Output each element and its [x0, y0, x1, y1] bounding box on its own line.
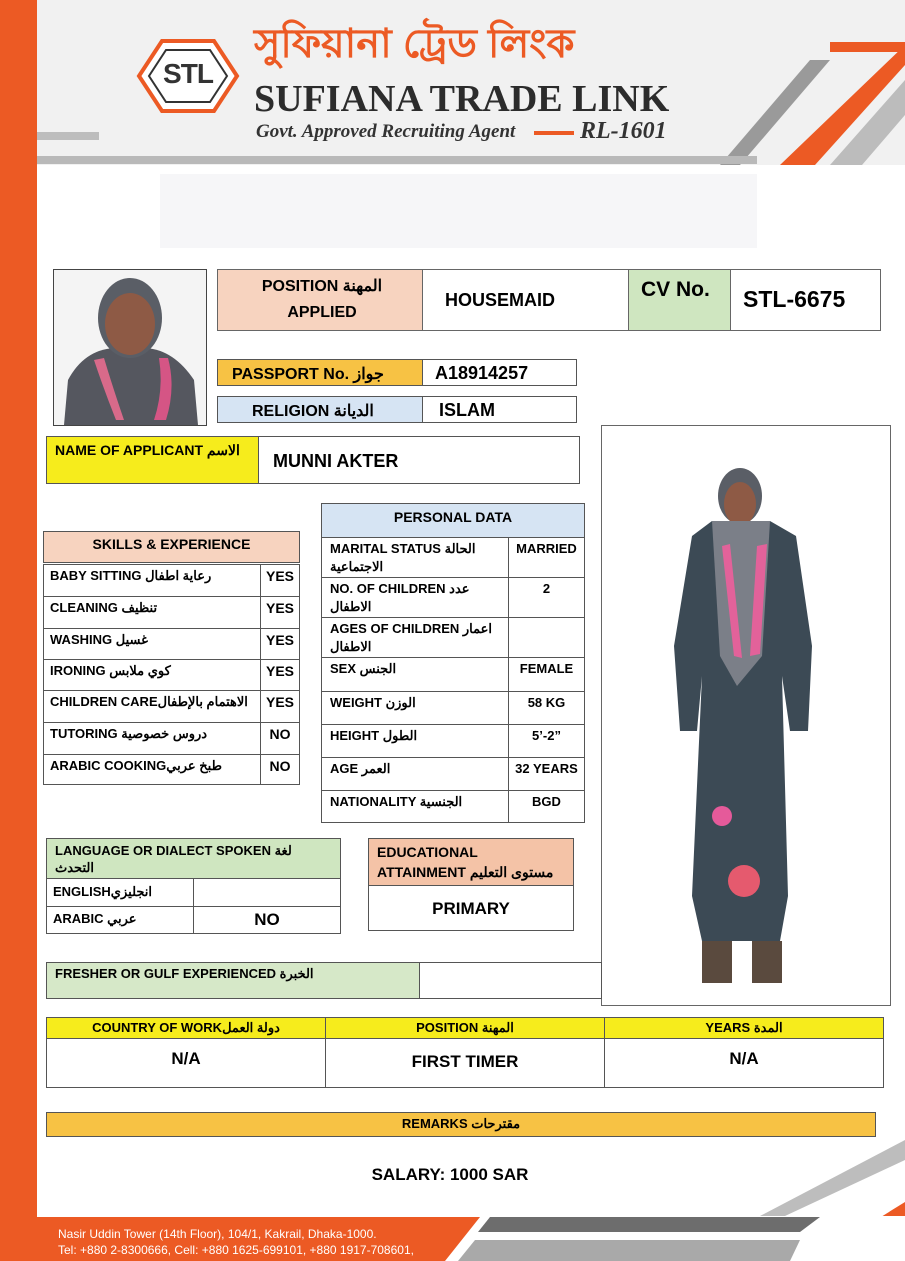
personal-label: MARITAL STATUS الحالة الاجتماعية	[321, 537, 509, 578]
cv-number-label: CV No.	[628, 269, 731, 331]
personal-value: FEMALE	[508, 657, 585, 692]
skill-label: BABY SITTING رعاية اطفال	[43, 564, 261, 597]
personal-label: AGE العمر	[321, 757, 509, 791]
experience-label: FRESHER OR GULF EXPERIENCED الخبرة	[46, 962, 420, 999]
logo-text: STL	[163, 58, 213, 89]
position-header: POSITION المهنة	[325, 1017, 605, 1039]
personal-label: WEIGHT الوزن	[321, 691, 509, 725]
years-header: YEARS المدة	[604, 1017, 884, 1039]
years-value: N/A	[604, 1038, 884, 1088]
position-applied-value: HOUSEMAID	[422, 269, 629, 331]
personal-value: 2	[508, 577, 585, 618]
personal-label: NO. OF CHILDREN عدد الاطفال	[321, 577, 509, 618]
position-value: FIRST TIMER	[325, 1038, 605, 1088]
personal-value: 5’-2”	[508, 724, 585, 758]
skill-value: YES	[260, 564, 300, 597]
full-body-photo	[602, 426, 890, 1005]
personal-label: AGES OF CHILDREN اعمار الاطفال	[321, 617, 509, 658]
position-applied-label: POSITION المهنة APPLIED	[217, 269, 423, 331]
company-subtitle: Govt. Approved Recruiting Agent	[256, 121, 516, 142]
skill-value: YES	[260, 628, 300, 660]
skill-label: TUTORING دروس خصوصية	[43, 722, 261, 755]
experience-value	[419, 962, 602, 999]
skill-value: NO	[260, 754, 300, 785]
personal-label: SEX الجنس	[321, 657, 509, 692]
language-header: LANGUAGE OR DIALECT SPOKEN لغة التحدث	[46, 838, 341, 879]
blank-box	[160, 174, 757, 248]
cv-number-value: STL-6675	[730, 269, 881, 331]
arabic-value: NO	[193, 906, 341, 934]
personal-label: NATIONALITY الجنسية	[321, 790, 509, 823]
english-label: ENGLISHانجليزي	[46, 878, 194, 907]
english-value	[193, 878, 341, 907]
personal-label: HEIGHT الطول	[321, 724, 509, 758]
remarks-header: REMARKS مقترحات	[46, 1112, 876, 1137]
skill-label: WASHING غسيل	[43, 628, 261, 660]
company-name: SUFIANA TRADE LINK	[254, 78, 670, 120]
salary-text: SALARY: 1000 SAR	[371, 1165, 529, 1184]
footer-phone: Tel: +880 2-8300666, Cell: +880 1625-699101, +880 1917-708601,	[58, 1243, 414, 1257]
skill-value: YES	[260, 690, 300, 723]
applicant-name-label: NAME OF APPLICANT الاسم	[46, 436, 259, 484]
company-bengali-name: সুফিয়ানা ট্রেড লিংক	[254, 22, 575, 66]
skill-label: CLEANING تنظيف	[43, 596, 261, 629]
footer-address: Nasir Uddin Tower (14th Floor), 104/1, Kakrail, Dhaka-1000.	[58, 1227, 377, 1241]
header-grey-line	[37, 156, 757, 164]
license-number: RL-1601	[580, 118, 667, 144]
passport-value: A18914257	[422, 359, 577, 386]
personal-value: 32 YEARS	[508, 757, 585, 791]
country-value: N/A	[46, 1038, 326, 1088]
personal-data-header: PERSONAL DATA	[321, 503, 585, 538]
left-orange-stripe	[0, 0, 37, 1261]
arabic-label: ARABIC عربي	[46, 906, 194, 934]
skill-label: IRONING كوي ملابس	[43, 659, 261, 691]
personal-value	[508, 617, 585, 658]
passport-photo-frame	[53, 269, 207, 426]
personal-value: BGD	[508, 790, 585, 823]
education-value: PRIMARY	[368, 885, 574, 931]
personal-value: 58 KG	[508, 691, 585, 725]
skill-label: CHILDREN CAREالاهتمام بالإطفال	[43, 690, 261, 723]
education-header: EDUCATIONAL ATTAINMENT مستوى التعليم	[368, 838, 574, 886]
passport-photo	[54, 270, 206, 425]
skill-value: YES	[260, 659, 300, 691]
country-header: COUNTRY OF WORKدولة العمل	[46, 1017, 326, 1039]
subtitle-dash	[534, 131, 574, 135]
skill-value: NO	[260, 722, 300, 755]
religion-value: ISLAM	[422, 396, 577, 423]
header-left-grey	[37, 132, 99, 140]
applicant-name-value: MUNNI AKTER	[258, 436, 580, 484]
full-body-photo-frame	[601, 425, 891, 1006]
personal-value: MARRIED	[508, 537, 585, 578]
skill-label: ARABIC COOKINGطبخ عربي	[43, 754, 261, 785]
religion-label: RELIGION الديانة	[217, 396, 423, 423]
skill-value: YES	[260, 596, 300, 629]
passport-label: PASSPORT No. جواز	[217, 359, 423, 386]
skills-header: SKILLS & EXPERIENCE	[43, 531, 300, 563]
